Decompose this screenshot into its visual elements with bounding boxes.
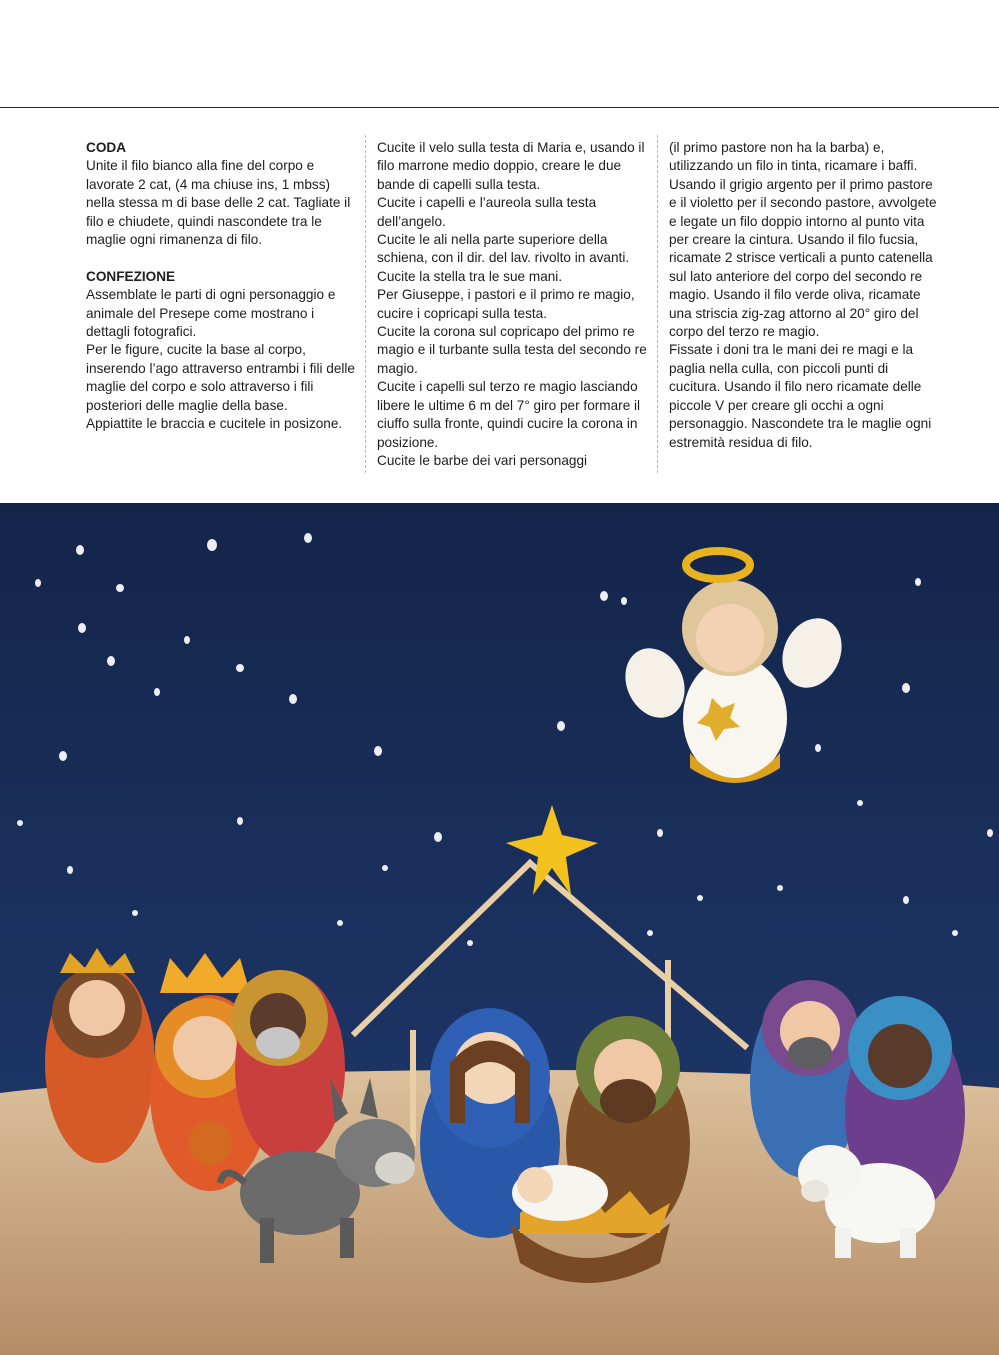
text-column-3: [669, 139, 941, 452]
paragraph: Per le figure, cucite la base al corpo, inserendo l’ago attraverso entrambi i fili delle maglie del corpo e solo attraverso i fili posteriori delle maglie della base.: [86, 342, 355, 413]
spacer: [86, 249, 358, 267]
paragraph: Assemblate le parti di ogni personaggio e animale del Presepe come mostrano i dettagli fotografici.: [86, 287, 336, 340]
paragraph: Appiattite le braccia e cucitele in posizone.: [86, 416, 343, 432]
paragraph: Fissate i doni tra le mani dei re magi e la paglia nella culla, con piccoli punti di cucitura. Usando il filo nero ricamate delle piccole V per creare gli occhi a ogni personaggio. Nascondete tra le maglie ogni estremità residua di filo.: [669, 342, 932, 450]
paragraph: Cucite i capelli sul terzo re magio lasciando libere le ultime 6 m del 7° giro per formare il ciuffo sulla fronte, quindi cucire la corona in posizione.: [377, 379, 641, 450]
section-heading: CONFEZIONE: [86, 268, 176, 284]
paragraph: Cucite i capelli e l’aureola sulla testa dell’angelo.: [377, 195, 597, 229]
paragraph: Cucite il velo sulla testa di Maria e, usando il filo marrone medio doppio, creare le due bande di capelli sulla testa.: [377, 140, 645, 192]
header-rule: [0, 107, 999, 108]
text-column-1: [86, 139, 358, 433]
paragraph: Cucite la corona sul copricapo del primo re magio e il turbante sulla testa del secondo re magio.: [377, 324, 647, 376]
nativity-illustration: [0, 503, 999, 1355]
nativity-photo: [0, 503, 999, 1355]
paragraph: Cucite le ali nella parte superiore della schiena, con il dir. del lav. rivolto in avanti.: [377, 232, 630, 266]
paragraph: Cucite le barbe dei vari personaggi: [377, 452, 588, 468]
column-separator: [365, 135, 366, 473]
paragraph: Unite il filo bianco alla fine del corpo e lavorate 2 cat, (4 ma chiuse ins, 1 mbss) nella stessa m di base delle 2 cat. Tagliate il filo e chiudete, quindi nascondete tra le maglie ogni rimanenza di filo.: [86, 158, 351, 248]
column-separator: [657, 135, 658, 473]
text-column-2: [377, 139, 649, 470]
paragraph: (il primo pastore non ha la barba) e, utilizzando un filo in tinta, ricamare i baffi. Usando il grigio argento per il primo pastore e il violetto per il secondo pastore, avvolgete e legate un filo doppio intorno al punto vita per creare la cintura. Usando il filo fucsia, ricamate 2 strisce verticali a punto catenella sul lato anteriore del corpo del secondo re magio. Usando il filo verde oliva, ricamate una striscia zig-zag attorno al 20° giro del corpo del terzo re magio.: [669, 140, 937, 340]
section-heading: CODA: [86, 140, 127, 155]
paragraph: Per Giuseppe, i pastori e il primo re magio, cucire i copricapi sulla testa.: [377, 287, 635, 321]
paragraph: Cucite la stella tra le sue mani.: [377, 268, 563, 284]
